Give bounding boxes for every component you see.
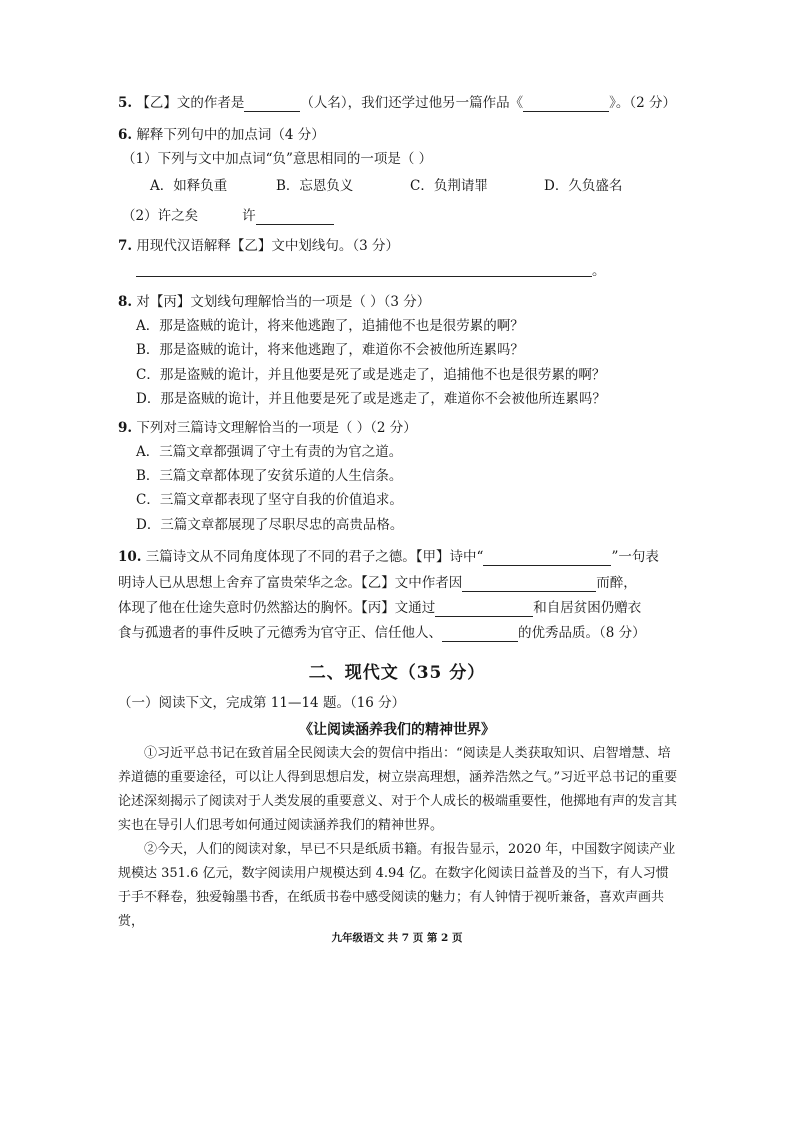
question-10-line-3: 体现了他在仕途失意时仍然豁达的胸怀。【丙】文通过 和自居贫困仍赠衣 [118, 600, 642, 616]
q7-answer-line[interactable] [136, 276, 592, 277]
q10-reason-blank[interactable] [462, 577, 596, 592]
q7-period: 。 [592, 263, 606, 279]
question-8: 8. 对【丙】文划线句理解恰当的一项是（ ）（3 分） [118, 294, 431, 310]
question-10-line-1: 10. 三篇诗文从不同角度体现了不同的君子之德。【甲】诗中“ ”一句表 [118, 549, 659, 565]
question-9: 9. 下列对三篇诗文理解恰当的一项是（ ）（2 分） [118, 420, 417, 436]
question-10-line-2: 明诗人已从思想上舍弃了富贵荣华之念。【乙】文中作者因 而醉， [118, 575, 637, 591]
author-blank[interactable] [244, 97, 300, 112]
xu-blank[interactable] [256, 210, 334, 225]
q10-quality-blank[interactable] [442, 627, 518, 642]
q10-poem-line-blank[interactable] [483, 551, 611, 566]
q8-option-b[interactable]: B．那是盗贼的诡计，将来他逃跑了，难道你不会被他所连累吗？ [136, 342, 524, 358]
article-paragraph-2: ②今天，人们的阅读对象，早已不只是纸质书籍。有报告显示，2020 年，中国数字阅读产业规模达 351.6 亿元，数字阅读用户规模达到 4.94 亿。在数字化阅读日益普及的当下，有人习惯于手不释卷，独爱翰墨书香，在纸质书卷中感受阅读的魅力；有人钟情于视听兼备，喜欢声画共赏， [118, 842, 676, 929]
q10-event-blank[interactable] [435, 602, 533, 617]
q8-option-c[interactable]: C．那是盗贼的诡计，并且他要是死了或是逃走了，追捕他不也是很劳累的啊？ [136, 367, 606, 383]
q8-option-a[interactable]: A．那是盗贼的诡计，将来他逃跑了，追捕他不也是很劳累的啊？ [136, 318, 524, 334]
question-6-part-2: （2）许之矣 许 [122, 207, 334, 225]
question-7: 7. 用现代汉语解释【乙】文中划线句。（3 分） [118, 238, 400, 254]
question-10-line-4: 食与孤遗者的事件反映了元德秀为官守正、信任他人、 的优秀品质。（8 分） [118, 625, 646, 641]
article-title: 《让阅读涵养我们的精神世界》 [299, 722, 495, 738]
article-paragraph-1: ①习近平总书记在致首届全民阅读大会的贺信中指出：“阅读是人类获取知识、启智增慧、培养道德的重要途径，可以让人得到思想启发，树立崇高理想，涵养浩然之气。”习近平总书记的重要论述深刻揭示了阅读对于人类发展的重要意义、对于个人成长的极端重要性，他掷地有声的发言其实也在导引人们思考如何通过阅读涵养我们的精神世界。 [118, 746, 678, 833]
q9-option-b[interactable]: B．三篇文章都体现了安贫乐道的人生信条。 [136, 468, 403, 484]
question-6: 6. 解释下列句中的加点词（4 分） [118, 127, 325, 143]
q9-option-d[interactable]: D．三篇文章都展现了尽职尽忠的高贵品格。 [136, 517, 404, 533]
q8-option-d[interactable]: D．那是盗贼的诡计，并且他要是死了或是逃走了，难道你不会被他所连累吗？ [136, 391, 606, 407]
q6-option-b[interactable]: B．忘恩负义 [276, 178, 354, 194]
work-title-blank[interactable] [523, 97, 609, 112]
q9-option-c[interactable]: C．三篇文章都表现了坚守自我的价值追求。 [136, 492, 403, 508]
question-5: 5. 【乙】文的作者是 （人名），我们还学过他另一篇作品《 》。（2 分） [118, 95, 677, 111]
section-heading: 二、现代文（35 分） [308, 663, 486, 683]
q9-option-a[interactable]: A．三篇文章都强调了守土有责的为官之道。 [136, 444, 403, 460]
q6-option-a[interactable]: A．如释负重 [150, 178, 228, 194]
q6-option-c[interactable]: C．负荆请罪 [410, 178, 488, 194]
question-6-part-1: （1）下列与文中加点词“负”意思相同的一项是（ ） [122, 151, 433, 167]
page-footer: 九年级语文 共 7 页 第 2 页 [331, 932, 463, 944]
q6-option-d[interactable]: D．久负盛名 [544, 178, 623, 194]
reading-intro: （一）阅读下文，完成第 11—14 题。（16 分） [118, 695, 406, 711]
